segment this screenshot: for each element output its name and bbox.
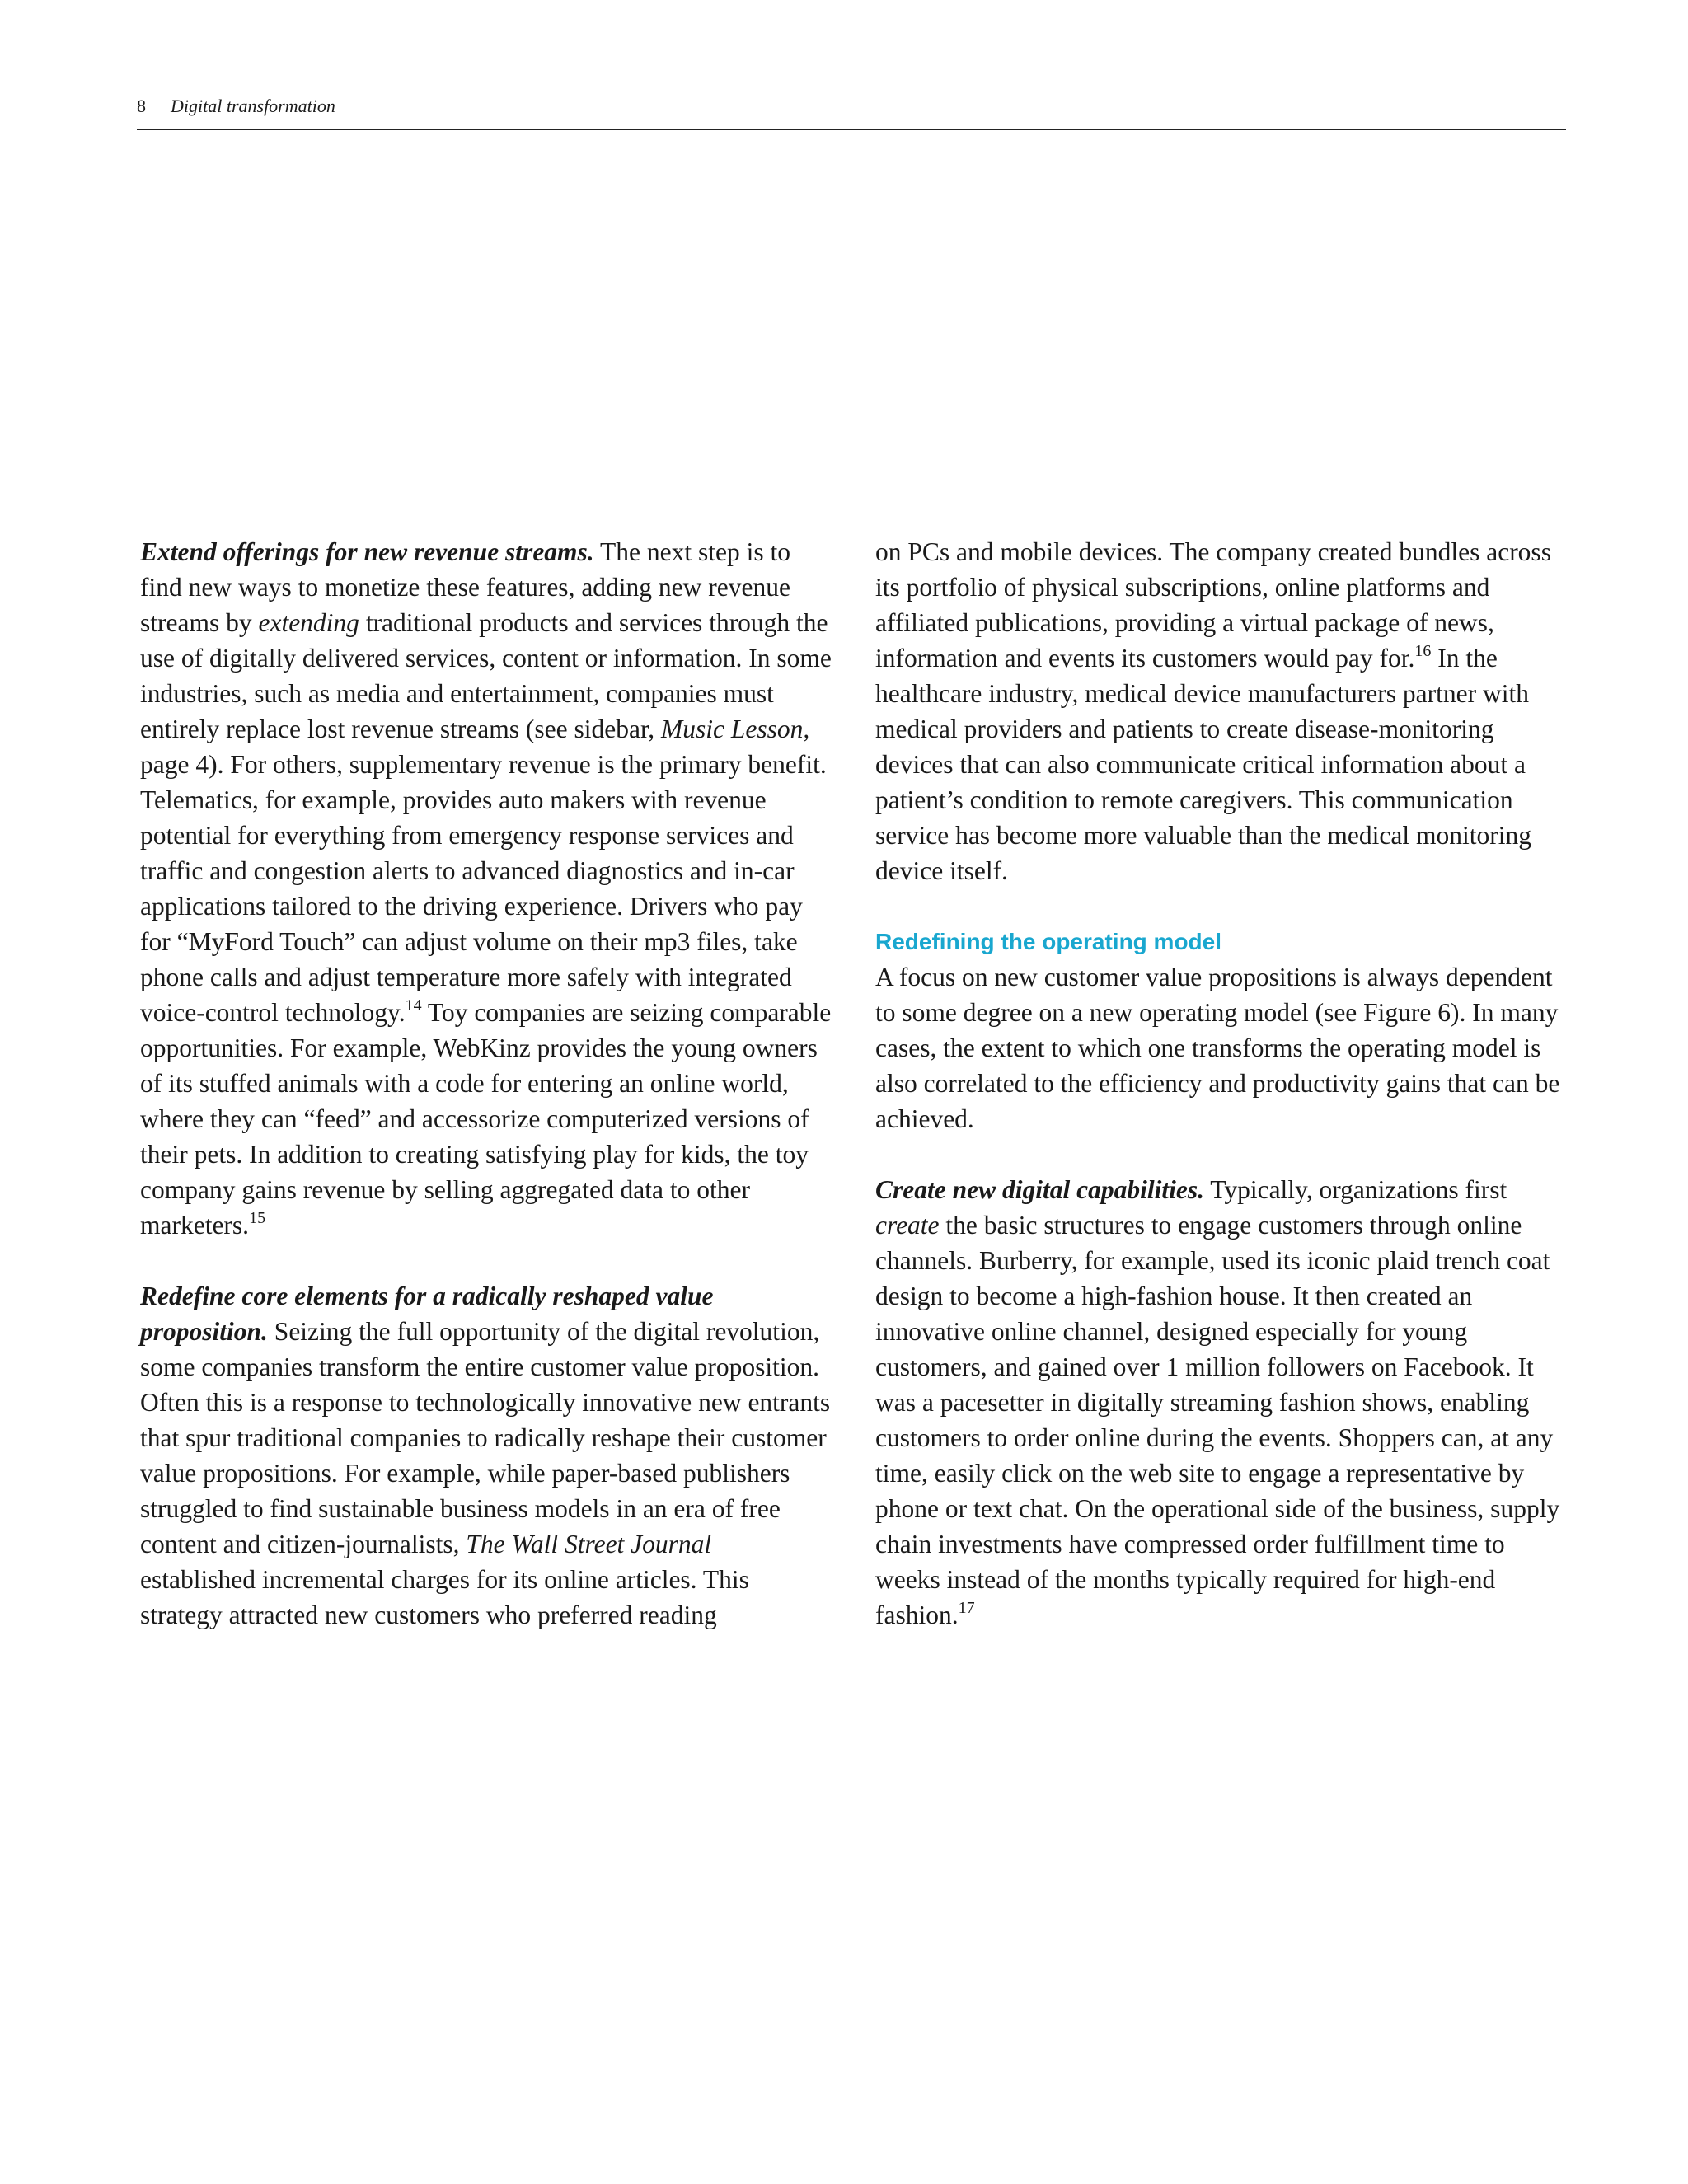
body-text: Toy companies are seizing comparable opportunities. For example, WebKinz provides the young owners of its stuffed animals with a code for entering an online world, where they can “feed” and accessorize computerized versions of their pets. In addition to creating satisfying play for kids, the toy company gains revenue by selling aggregated data to other marketers. xyxy=(140,998,832,1240)
run-in-heading: Redefine core elements for a radically reshaped value proposition. xyxy=(140,1282,714,1346)
body-text: traditional products and services through the use of digitally delivered services, content or information. In some industries, such as media and entertainment, companies must entirely replace lost revenue streams (see sidebar, xyxy=(140,608,832,743)
body-text: page 4). For others, supplementary revenue is the primary benefit. Telematics, for example, provides auto makers with revenue potential for everything from emergency response services and traffic and congestion alerts to advanced diagnostics and in-car applications tailored to the driving experience. Drivers who pay for “MyFord Touch” can adjust volume on their mp3 files, take phone calls and adjust temperature more safely with integrated voice-control technology. xyxy=(140,750,827,1027)
footnote-ref: 15 xyxy=(249,1209,266,1227)
section-title: Digital transformation xyxy=(171,96,335,116)
body-text: Typically, organizations first xyxy=(1203,1175,1507,1204)
right-column xyxy=(875,534,1574,1633)
run-in-heading: Extend offerings for new revenue streams. xyxy=(140,537,594,566)
body-text: established incremental charges for its online articles. This strategy attracted new customers who preferred reading xyxy=(140,1565,749,1629)
body-text: The next step is to find new ways to monetize these features, adding new revenue streams by xyxy=(140,537,790,637)
emphasis-text: create xyxy=(875,1211,940,1240)
page-header xyxy=(137,91,1566,130)
emphasis-text: extending xyxy=(258,608,359,637)
left-column xyxy=(140,534,832,1633)
paragraph-redefine-core xyxy=(140,1278,832,1633)
paragraph-continued xyxy=(875,534,1574,888)
publication-name: The Wall Street Journal xyxy=(466,1530,712,1558)
page-number: 8 xyxy=(137,96,146,116)
body-text: Seizing the full opportunity of the digital revolution, some companies transform the entire customer value proposition. Often this is a response to technologically innovative new entrants that spur traditional companies to radically reshape their customer value propositions. For example, while paper-based publishers struggled to find sustainable business models in an era of free content and citizen-journalists, xyxy=(140,1317,831,1558)
body-text: A focus on new customer value propositions is always dependent to some degree on a new operating model (see Figure 6). In many cases, the extent to which one transforms the operating model is also correlated to the efficiency and productivity gains that can be achieved. xyxy=(875,963,1560,1133)
header-rule xyxy=(137,129,1566,130)
body-text: In the healthcare industry, medical device manufacturers partner with medical providers and patients to create disease-monitoring devices that can also communicate critical information about a patient’s condition to remote caregivers. This communication service has become more valuable than the medical monitoring device itself. xyxy=(875,644,1531,885)
paragraph-operating-model xyxy=(875,959,1574,1137)
section-subheading: Redefining the operating model xyxy=(875,929,1222,954)
body-text: the basic structures to engage customers through online channels. Burberry, for example, used its iconic plaid trench coat design to become a high-fashion house. It then created an innovative online channel, designed especially for young customers, and gained over 1 million followers on Facebook. It was a pacesetter in digitally streaming fashion shows, enabling customers to order online during the events. Shoppers can, at any time, easily click on the web site to engage a representative by phone or text chat. On the operational side of the business, supply chain investments have compressed order fulfillment time to weeks instead of the months typically required for high-end fashion. xyxy=(875,1211,1560,1629)
footnote-ref: 16 xyxy=(1414,642,1432,660)
footnote-ref: 17 xyxy=(958,1599,975,1617)
run-in-heading: Create new digital capabilities. xyxy=(875,1175,1204,1204)
paragraph-digital-capabilities xyxy=(875,1172,1574,1633)
footnote-ref: 14 xyxy=(405,996,422,1015)
sidebar-reference: Music Lesson, xyxy=(660,715,810,743)
paragraph-extend-offerings xyxy=(140,534,832,1243)
body-text: on PCs and mobile devices. The company created bundles across its portfolio of physical subscriptions, online platforms and affiliated publications, providing a virtual package of news, information and events its customers would pay for. xyxy=(875,537,1551,673)
